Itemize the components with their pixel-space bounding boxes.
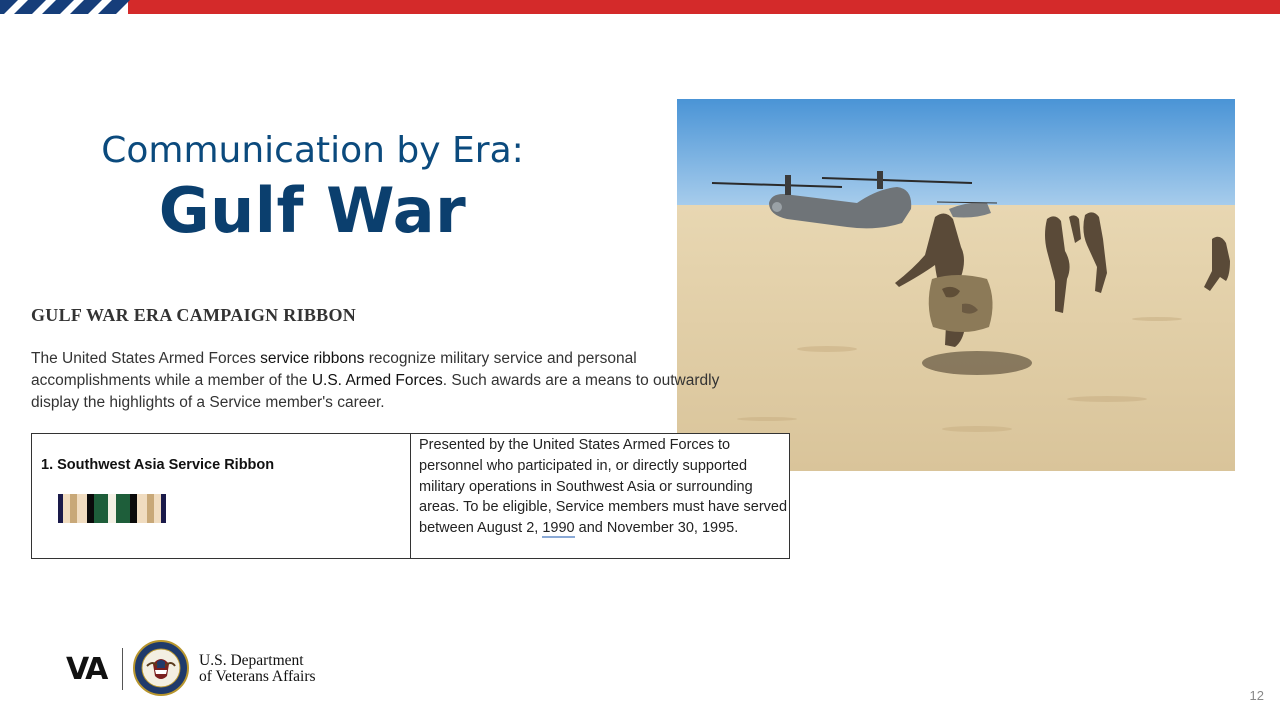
ribbon-stripe: [63, 494, 70, 523]
slide-subtitle: Communication by Era:: [101, 130, 524, 171]
intro-text-1: The United States Armed Forces: [31, 350, 261, 367]
footer-divider: [122, 648, 123, 690]
ribbon-stripe: [94, 494, 108, 523]
department-name: [199, 653, 316, 685]
ribbon-stripe: [108, 494, 115, 523]
intro-text-3: . Such awards are a means to outwardly display the highlights of a Service member's career.: [31, 372, 720, 411]
intro-paragraph: [31, 348, 751, 414]
gulf-war-photo: [677, 99, 1235, 471]
top-stripe-band: [0, 0, 1280, 14]
page-number: 12: [1249, 688, 1264, 703]
ribbon-description-2: and November 30, 1995.: [574, 520, 739, 537]
va-seal-icon: [133, 640, 189, 696]
ribbon-description-1: Presented by the United States Armed Forces to personnel who participated in, or directly supported military operations in Southwest Asia or surrounding areas. To be eligible, Service members must have served between August 2,: [419, 437, 788, 537]
ribbon-stripe: [161, 494, 166, 523]
ribbon-stripe: [70, 494, 77, 523]
armed-forces-term: U.S. Armed Forces: [311, 372, 443, 389]
service-ribbons-term: service ribbons: [260, 350, 365, 367]
ribbon-stripe: [130, 494, 137, 523]
va-wordmark: VA: [66, 652, 107, 687]
department-line-2: of Veterans Affairs: [199, 668, 316, 685]
department-line-1: U.S. Department: [199, 652, 304, 669]
slide-title: Gulf War: [158, 174, 467, 247]
ribbon-description-year: 1990: [542, 520, 575, 537]
section-heading: GULF WAR ERA CAMPAIGN RIBBON: [31, 305, 357, 325]
title-block: [40, 128, 585, 248]
ribbon-stripe: [147, 494, 154, 523]
ribbon-stripe: [154, 494, 161, 523]
ribbon-cell-left: [32, 434, 411, 558]
ribbon-stripe: [77, 494, 87, 523]
ribbon-cell-right: [411, 434, 789, 558]
intro-text-2: recognize military service and personal accomplishments while a member of the: [31, 350, 637, 389]
ribbon-stripe: [137, 494, 147, 523]
va-footer-logo: [66, 640, 326, 698]
ribbon-table: [31, 433, 790, 559]
southwest-asia-ribbon-image: [58, 494, 166, 523]
ribbon-stripe: [116, 494, 130, 523]
ribbon-name: 1. Southwest Asia Service Ribbon: [41, 457, 275, 473]
ribbon-stripe: [87, 494, 94, 523]
